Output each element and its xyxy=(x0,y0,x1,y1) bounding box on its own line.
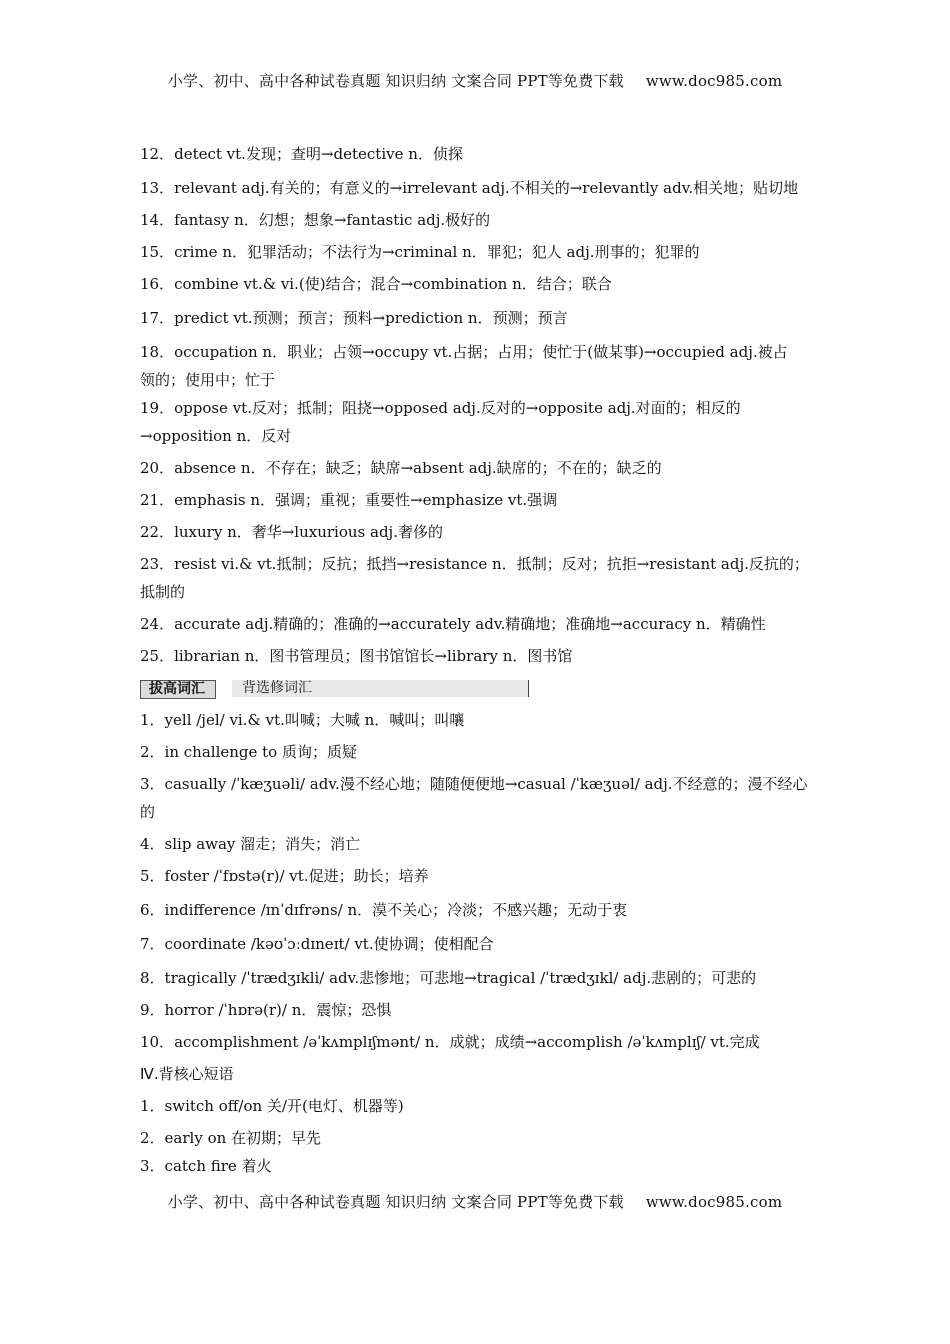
footer-site[interactable]: www.doc985.com xyxy=(645,1193,783,1211)
vocab-item-14: 14．fantasy n．幻想；想象→fantastic adj.极好的 xyxy=(140,211,491,229)
adv-item-9: 9．horror /ˈhɒrə(r)/ n．震惊；恐惧 xyxy=(140,1001,392,1019)
header-site[interactable]: www.doc985.com xyxy=(645,72,783,90)
vocab-item-24: 24．accurate adj.精确的；准确的→accurately adv.精确地；准确地→accuracy n．精确性 xyxy=(140,615,766,633)
vocab-item-17: 17．predict vt.预测；预言；预料→prediction n．预测；预言 xyxy=(140,309,568,327)
adv-item-1: 1．yell /jel/ vi.& vt.叫喊；大喊 n．喊叫；叫嚷 xyxy=(140,711,465,729)
adv-item-10: 10．accomplishment /əˈkʌmplɪʃmənt/ n．成就；成绩→accomplish /əˈkʌmplɪʃ/ vt.完成 xyxy=(140,1033,760,1051)
adv-item-5: 5．foster /ˈfɒstə(r)/ vt.促进；助长；培养 xyxy=(140,867,429,885)
vocab-item-19: 19．oppose vt.反对；抵制；阻挠→opposed adj.反对的→opposite adj.对面的；相反的 xyxy=(140,399,741,417)
adv-item-3: 3．casually /ˈkæʒuəli/ adv.漫不经心地；随随便便地→casual /ˈkæʒuəl/ adj.不经意的；漫不经心 xyxy=(140,775,808,793)
phrase-item-3: 3．catch fire 着火 xyxy=(140,1157,272,1175)
header-text: 小学、初中、高中各种试卷真题 知识归纳 文案合同 PPT等免费下载 xyxy=(167,72,624,90)
phrase-item-2: 2．early on 在初期；早先 xyxy=(140,1129,322,1147)
banner-label-elective: 背选修词汇 xyxy=(232,680,529,697)
adv-item-4: 4．slip away 溜走；消失；消亡 xyxy=(140,835,361,853)
vocab-item-13: 13．relevant adj.有关的；有意义的→irrelevant adj.不相关的→relevantly adv.相关地；贴切地 xyxy=(140,179,799,197)
vocab-item-15: 15．crime n．犯罪活动；不法行为→criminal n．罪犯；犯人 adj.刑事的；犯罪的 xyxy=(140,243,700,261)
footer-text: 小学、初中、高中各种试卷真题 知识归纳 文案合同 PPT等免费下载 xyxy=(167,1193,624,1211)
adv-item-8: 8．tragically /ˈtrædʒɪkli/ adv.悲惨地；可悲地→tragical /ˈtrædʒɪkl/ adj.悲剧的；可悲的 xyxy=(140,969,757,987)
vocab-item-18: 18．occupation n．职业；占领→occupy vt.占据；占用；使忙于(做某事)→occupied adj.被占 xyxy=(140,343,788,361)
adv-item-3-cont: 的 xyxy=(140,803,156,821)
vocab-item-22: 22．luxury n．奢华→luxurious adj.奢侈的 xyxy=(140,523,443,541)
vocab-item-12: 12．detect vt.发现；查明→detective n．侦探 xyxy=(140,145,463,163)
phrase-item-1: 1．switch off/on 关/开(电灯、机器等) xyxy=(140,1097,404,1115)
page-footer xyxy=(0,1191,950,1212)
adv-item-6: 6．indifference /ɪnˈdɪfrəns/ n．漠不关心；冷淡；不感兴趣；无动于衷 xyxy=(140,901,628,919)
section-banner xyxy=(140,678,818,700)
vocab-item-18-cont: 领的；使用中；忙于 xyxy=(140,371,276,389)
vocab-content xyxy=(140,140,818,1180)
vocab-item-25: 25．librarian n．图书管理员；图书馆馆长→library n．图书馆 xyxy=(140,647,573,665)
page-header xyxy=(0,70,950,91)
banner-label-advanced: 拔高词汇 xyxy=(140,680,216,699)
vocab-item-21: 21．emphasis n．强调；重视；重要性→emphasize vt.强调 xyxy=(140,491,558,509)
section-title-phrases: Ⅳ.背核心短语 xyxy=(140,1065,234,1083)
adv-item-2: 2．in challenge to 质询；质疑 xyxy=(140,743,357,761)
vocab-item-19-cont: →opposition n．反对 xyxy=(140,427,292,445)
adv-item-7: 7．coordinate /kəʊˈɔːdɪneɪt/ vt.使协调；使相配合 xyxy=(140,935,494,953)
vocab-item-16: 16．combine vt.& vi.(使)结合；混合→combination n．结合；联合 xyxy=(140,275,612,293)
vocab-item-23: 23．resist vi.& vt.抵制；反抗；抵挡→resistance n．抵制；反对；抗拒→resistant adj.反抗的； xyxy=(140,555,809,573)
vocab-item-23-cont: 抵制的 xyxy=(140,583,186,601)
vocab-item-20: 20．absence n．不存在；缺乏；缺席→absent adj.缺席的；不在的；缺乏的 xyxy=(140,459,662,477)
